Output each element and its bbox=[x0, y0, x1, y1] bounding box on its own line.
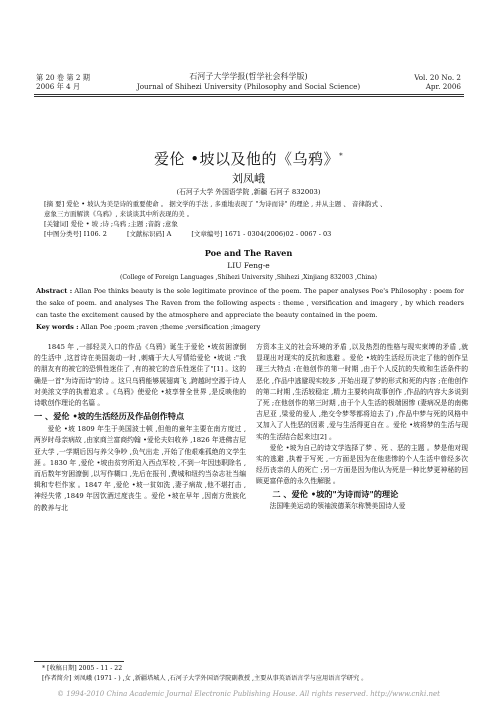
footnote-received: * [收稿日期] 2005 - 11 - 22 bbox=[42, 665, 123, 672]
header-rule-2 bbox=[34, 96, 464, 97]
header-journal-cn: 石河子大学学报(哲学社会科学版) bbox=[189, 72, 308, 81]
header-date-cn: 2006 年 4 月 bbox=[36, 82, 81, 91]
meta-line bbox=[44, 229, 349, 239]
section-heading-2: 二 、爱伦 •坡的"为诗而诗"的理论 bbox=[272, 488, 399, 499]
abstract-en-label: Abstract : bbox=[36, 287, 73, 295]
author: 刘凤峨 bbox=[232, 172, 265, 185]
title-en: Poe and The Raven bbox=[204, 248, 293, 258]
paragraph: 爱伦 •坡为自己的诗文学选择了梦 、死 、恶的主题 。梦是他对现实的逃避 ,执着于写死 ,一方面是因为在他悲惨的个人生活中曾经多次经历丧亲的人的死亡 ;另一方面是因为他认为死是一种比梦更神秘的回顾更富佯意的永久性解脱 。 bbox=[256, 443, 468, 486]
article-number: [文章编号] 1671 - 0304(2006)02 - 0067 - 03 bbox=[191, 230, 332, 238]
abstract-en-text: Allan Poe thinks beauty is the sole legitimate province of the poem. The paper analyses Poe's Philosophy : poem for the sake of poem. and analyses The Raven from the following aspects : theme , versification and imagery , by which readers can taste the excitement caused by the atmosphere and appreciate the beauty contained in the poem. bbox=[36, 287, 464, 319]
header-volume-en: Vol. 20 No. 2 bbox=[414, 73, 461, 82]
keywords-en-text: Allan Poe ;poem ;raven ;theme ;versification ;imagery bbox=[78, 323, 261, 331]
section-heading-1: 一 、爱伦 •坡的生活经历及作品创作特点 bbox=[34, 411, 185, 422]
document-code: [文献标识码] A bbox=[126, 230, 172, 238]
class-number: [中图分类号] I106. 2 bbox=[44, 230, 107, 238]
body-right-column bbox=[256, 342, 468, 512]
article-title bbox=[0, 148, 497, 169]
affiliation-en: (College of Foreign Languages ,Shihezi University ,Shihezi ,Xinjiang 832003 ,China) bbox=[119, 274, 378, 281]
paragraph: 爱伦 •坡 1809 年生于美国波士顿 ,但他的童年主要在南方度过 ,两岁时母亲病故 ,由家商兰富商约翰 •爱伦夫妇收养 ,1826 年进佛吉尼亚大学 ,一学期后因与养父争吵 ,负气出走 ,开始了他艰难孤绝的文学生涯 。1830 年 ,爱伦 •坡由贫穷所迫入西点军校 ,不到一年因违职除名 ,而后数年穷困潦倒 ,以写作糊口 ,先后在报刊 ,费城和纽约当杂志社当编辑和专栏作家 。1847 年 ,爱伦 •坡一贫如洗 ,妻子病故 ,他不堪打击 ,神经失常 ,1849 年因饮酒过度丧生 。爱伦 •坡在早年 ,因南方贵族化的教养与北 bbox=[34, 425, 246, 512]
author-en: LIU Feng-e bbox=[227, 261, 270, 270]
footnote-rule bbox=[34, 661, 124, 662]
keywords-cn: [关键词] 爱伦 • 坡 ;诗 ;乌鸦 ;主题 ;音韵 ;意象 bbox=[44, 220, 178, 228]
paragraph: 方资本主义的社会环境的矛盾 ,以及热烈的性格与现实束缚的矛盾 ,就显现出对现实的反抗和逃避 。爱伦 •坡的生活经历决定了他的创作呈现三大特点 :在他创作的第一时期 ,由于个人反抗的失败和生活条件的恶化 ,作品中逃避现实较多 ,开始出现了梦的形式和死的内容 ;在他创作的第二时期 ,生活较稳定 ,精力主要转向故事创作 ,作品的内容大多说到了死 ;在他创作的第三时期 ,由于个人生活的极端困惨 (妻病况是的南佛吉尼亚 ,梁爱的爱人 ,绝交令梦琴都将迫去了) ,作品中梦与死的风格中又加入了人性恶的因素 ,爱与生活得更自在 。爱伦 •坡将梦的生活与现实的生活结合起来过[2] 。 bbox=[256, 343, 468, 441]
paragraph: 1845 年 ,一部轻灵入口的作品《乌鸦》诞生于爱伦 •坡贫困潦倒的生活中 ,这首诗在美国轰动一时 ,刺痛于大人写情给爱伦 •坡说 :"我的朋友有的被它的恐惧性迷住了 ,有的被它的音乐性迷住了"[1] 。这的确是一首"为诗而诗"的诗 。这只乌鸦能够展翅离飞 ,跨越时空源于诗人对美浓文学的执着追求 。《乌鸦》使爱伦 •坡享誉全世界 ,是反映他的诗歌创作理论的名篇 。 bbox=[34, 343, 246, 408]
header-rule bbox=[34, 94, 464, 95]
paragraph: 法国唯美运动的领袖波德莱尔称赞美国诗人爱 bbox=[269, 501, 406, 510]
footnotes bbox=[42, 664, 462, 684]
affiliation: (石河子大学 外国语学院 ,新疆 石河子 832003) bbox=[176, 188, 321, 196]
title-footnote-mark: * bbox=[339, 152, 344, 160]
header-date-en: Apr. 2006 bbox=[425, 82, 461, 91]
abstract-en bbox=[36, 285, 464, 333]
title-text: 爱伦 •坡以及他的《乌鸦》 bbox=[153, 150, 340, 168]
footnote-author: [作者简介] 刘凤峨 (1971 - ) ,女 ,新疆塔城人 ,石河子大学外国语学院副教授 ,主要从事英语语言学与应用语言学研究 。 bbox=[42, 675, 368, 682]
keywords-en-label: Key words : bbox=[36, 323, 79, 331]
body-left-column bbox=[34, 342, 246, 514]
abstract-cn bbox=[44, 199, 456, 229]
header-volume-cn: 第 20 卷 第 2 期 bbox=[36, 73, 90, 82]
header-journal-en: Journal of Shihezi University (Philosophy and Social Science) bbox=[136, 82, 361, 91]
abstract-cn-line-2: 意象三方面解读《乌鸦》, 来谈谈其中所表现的美 。 bbox=[44, 210, 194, 218]
cnki-watermark: © 1994-2010 China Academic Journal Electronic Publishing House. All rights reserved. http://www.cnki.net bbox=[57, 690, 440, 698]
abstract-cn-line-1: [摘 要] 爱伦 • 坡认为美是诗的重要使命 。 据文学的手法 , 多重地表现了 "为诗而诗" 的理论 , 并从主题 、 音律韵式 、 bbox=[44, 200, 387, 208]
